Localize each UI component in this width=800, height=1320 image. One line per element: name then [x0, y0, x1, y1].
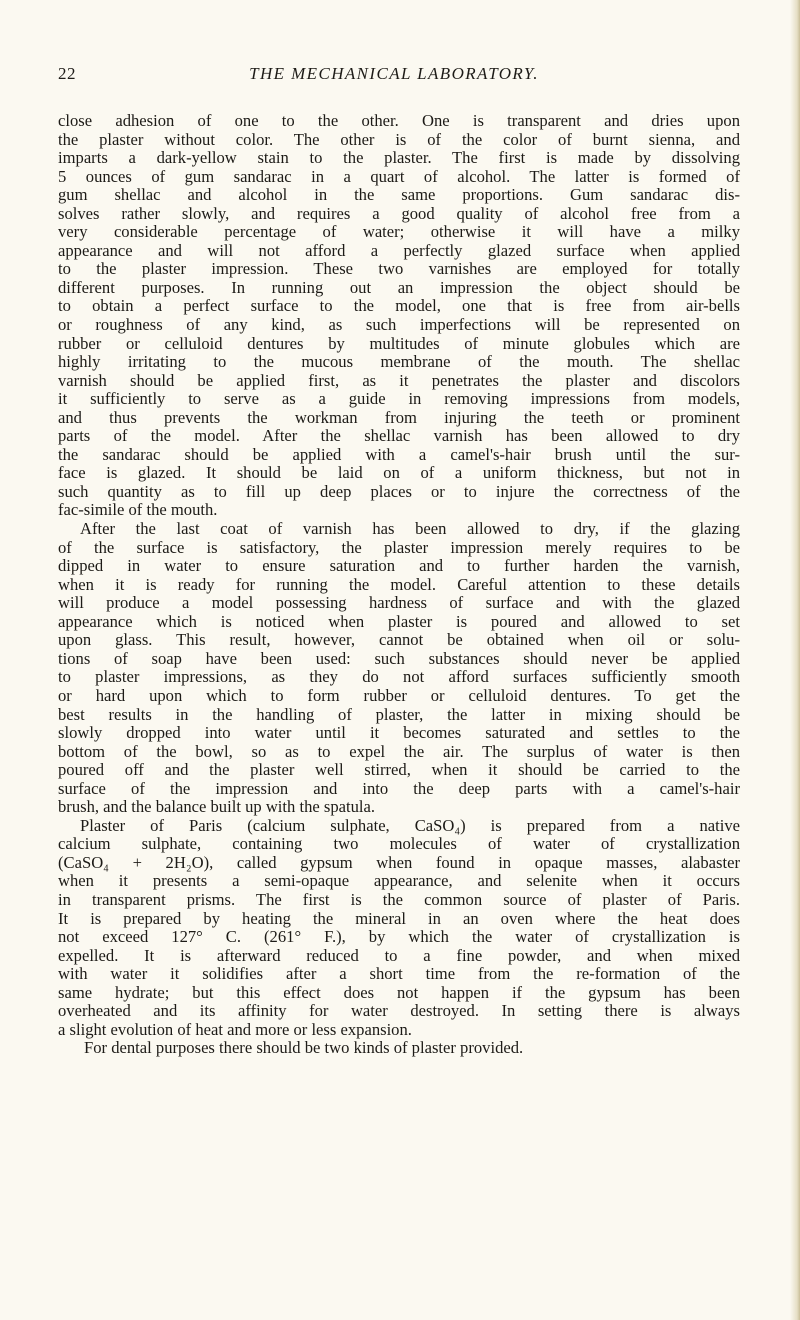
text-line: 5 ounces of gum sandarac in a quart of alcohol. The latter is formed of [58, 166, 740, 186]
text-line: solves rather slowly, and requires a good quality of alcohol free from a [58, 203, 740, 223]
text-line: poured off and the plaster well stirred, when it should be carried to the [58, 760, 740, 780]
text-line: appearance and will not afford a perfectly glazed surface when applied [58, 240, 740, 260]
text-line: will produce a model possessing hardness of surface and with the glazed [58, 593, 740, 613]
text-line: of the surface is satisfactory, the plaster impression merely requires to be [58, 537, 740, 557]
text-line: bottom of the bowl, so as to expel the air. The surplus of water is then [58, 741, 740, 761]
text-line: tions of soap have been used: such substances should never be applied [58, 648, 740, 668]
text-line: rubber or celluloid dentures by multitudes of minute globules which are [58, 333, 740, 353]
text-line: in transparent prisms. The first is the common source of plaster of Paris. [58, 889, 740, 909]
text-line: imparts a dark-yellow stain to the plaster. The first is made by dissolving [58, 148, 740, 168]
text-line: dipped in water to ensure saturation and to further harden the varnish, [58, 556, 740, 576]
text-line: expelled. It is afterward reduced to a fine powder, and when mixed [58, 945, 740, 965]
body-text [58, 112, 740, 1058]
paragraph-start: Plaster of Paris (calcium sulphate, CaSO₄) is prepared from a native [80, 815, 740, 835]
text-line: surface of the impression and into the deep parts with a camel's-hair [58, 778, 740, 798]
text-line: overheated and its affinity for water destroyed. In setting there is always [58, 1001, 740, 1021]
page-edge-shadow [790, 0, 800, 1320]
running-head [58, 64, 730, 88]
text-line: such quantity as to fill up deep places or to injure the correctness of the [58, 481, 740, 501]
paragraph-start: After the last coat of varnish has been allowed to dry, if the glazing [80, 519, 740, 539]
text-line: it sufficiently to serve as a guide in removing impressions from models, [58, 389, 740, 409]
text-line: varnish should be applied first, as it penetrates the plaster and discolors [58, 370, 740, 390]
text-line: parts of the model. After the shellac varnish has been allowed to dry [58, 426, 740, 446]
text-line: appearance which is noticed when plaster is poured and allowed to set [58, 611, 740, 631]
text-line: or hard upon which to form rubber or celluloid dentures. To get the [58, 685, 740, 705]
text-line: different purposes. In running out an impression the object should be [58, 277, 740, 297]
text-line: and thus prevents the workman from injuring the teeth or prominent [58, 407, 740, 427]
text-line: calcium sulphate, containing two molecules of water of crystallization [58, 834, 740, 854]
text-line: not exceed 127° C. (261° F.), by which the water of crystallization is [58, 927, 740, 947]
text-line: slowly dropped into water until it becomes saturated and settles to the [58, 723, 740, 743]
text-line: when it is ready for running the model. Careful attention to these details [58, 574, 740, 594]
text-line: or roughness of any kind, as such imperfections will be represented on [58, 315, 740, 335]
text-line: gum shellac and alcohol in the same proportions. Gum sandarac dis- [58, 185, 740, 205]
page-number: 22 [58, 64, 76, 83]
text-line: upon glass. This result, however, cannot be obtained when oil or solu- [58, 630, 740, 650]
text-line: best results in the handling of plaster, the latter in mixing should be [58, 704, 740, 724]
text-line: when it presents a semi-opaque appearance, and selenite when it occurs [58, 871, 740, 891]
text-line: brush, and the balance built up with the spatula. [58, 797, 376, 817]
text-line: a slight evolution of heat and more or less expansion. [58, 1019, 412, 1039]
text-line: highly irritating to the mucous membrane of the mouth. The shellac [58, 352, 740, 372]
paragraph-start: For dental purposes there should be two kinds of plaster provided. [84, 1038, 524, 1058]
text-line: to plaster impressions, as they do not afford surfaces sufficiently smooth [58, 667, 740, 687]
text-line: face is glazed. It should be laid on of a uniform thickness, but not in [58, 463, 740, 483]
text-line: It is prepared by heating the mineral in an oven where the heat does [58, 908, 740, 928]
text-line: to the plaster impression. These two varnishes are employed for totally [58, 259, 740, 279]
text-line: the sandarac should be applied with a camel's-hair brush until the sur- [58, 444, 740, 464]
text-line: same hydrate; but this effect does not happen if the gypsum has been [58, 982, 740, 1002]
text-line: the plaster without color. The other is of the color of burnt sienna, and [58, 129, 740, 149]
text-line: very considerable percentage of water; otherwise it will have a milky [58, 222, 740, 242]
text-line: with water it solidifies after a short time from the re-formation of the [58, 964, 740, 984]
text-line: (CaSO₄ + 2H₂O), called gypsum when found in opaque masses, alabaster [58, 852, 740, 872]
text-line: fac-simile of the mouth. [58, 500, 218, 520]
running-title: THE MECHANICAL LABORATORY. [249, 64, 539, 83]
text-line: close adhesion of one to the other. One is transparent and dries upon [58, 111, 740, 130]
text-line: to obtain a perfect surface to the model, one that is free from air-bells [58, 296, 740, 316]
